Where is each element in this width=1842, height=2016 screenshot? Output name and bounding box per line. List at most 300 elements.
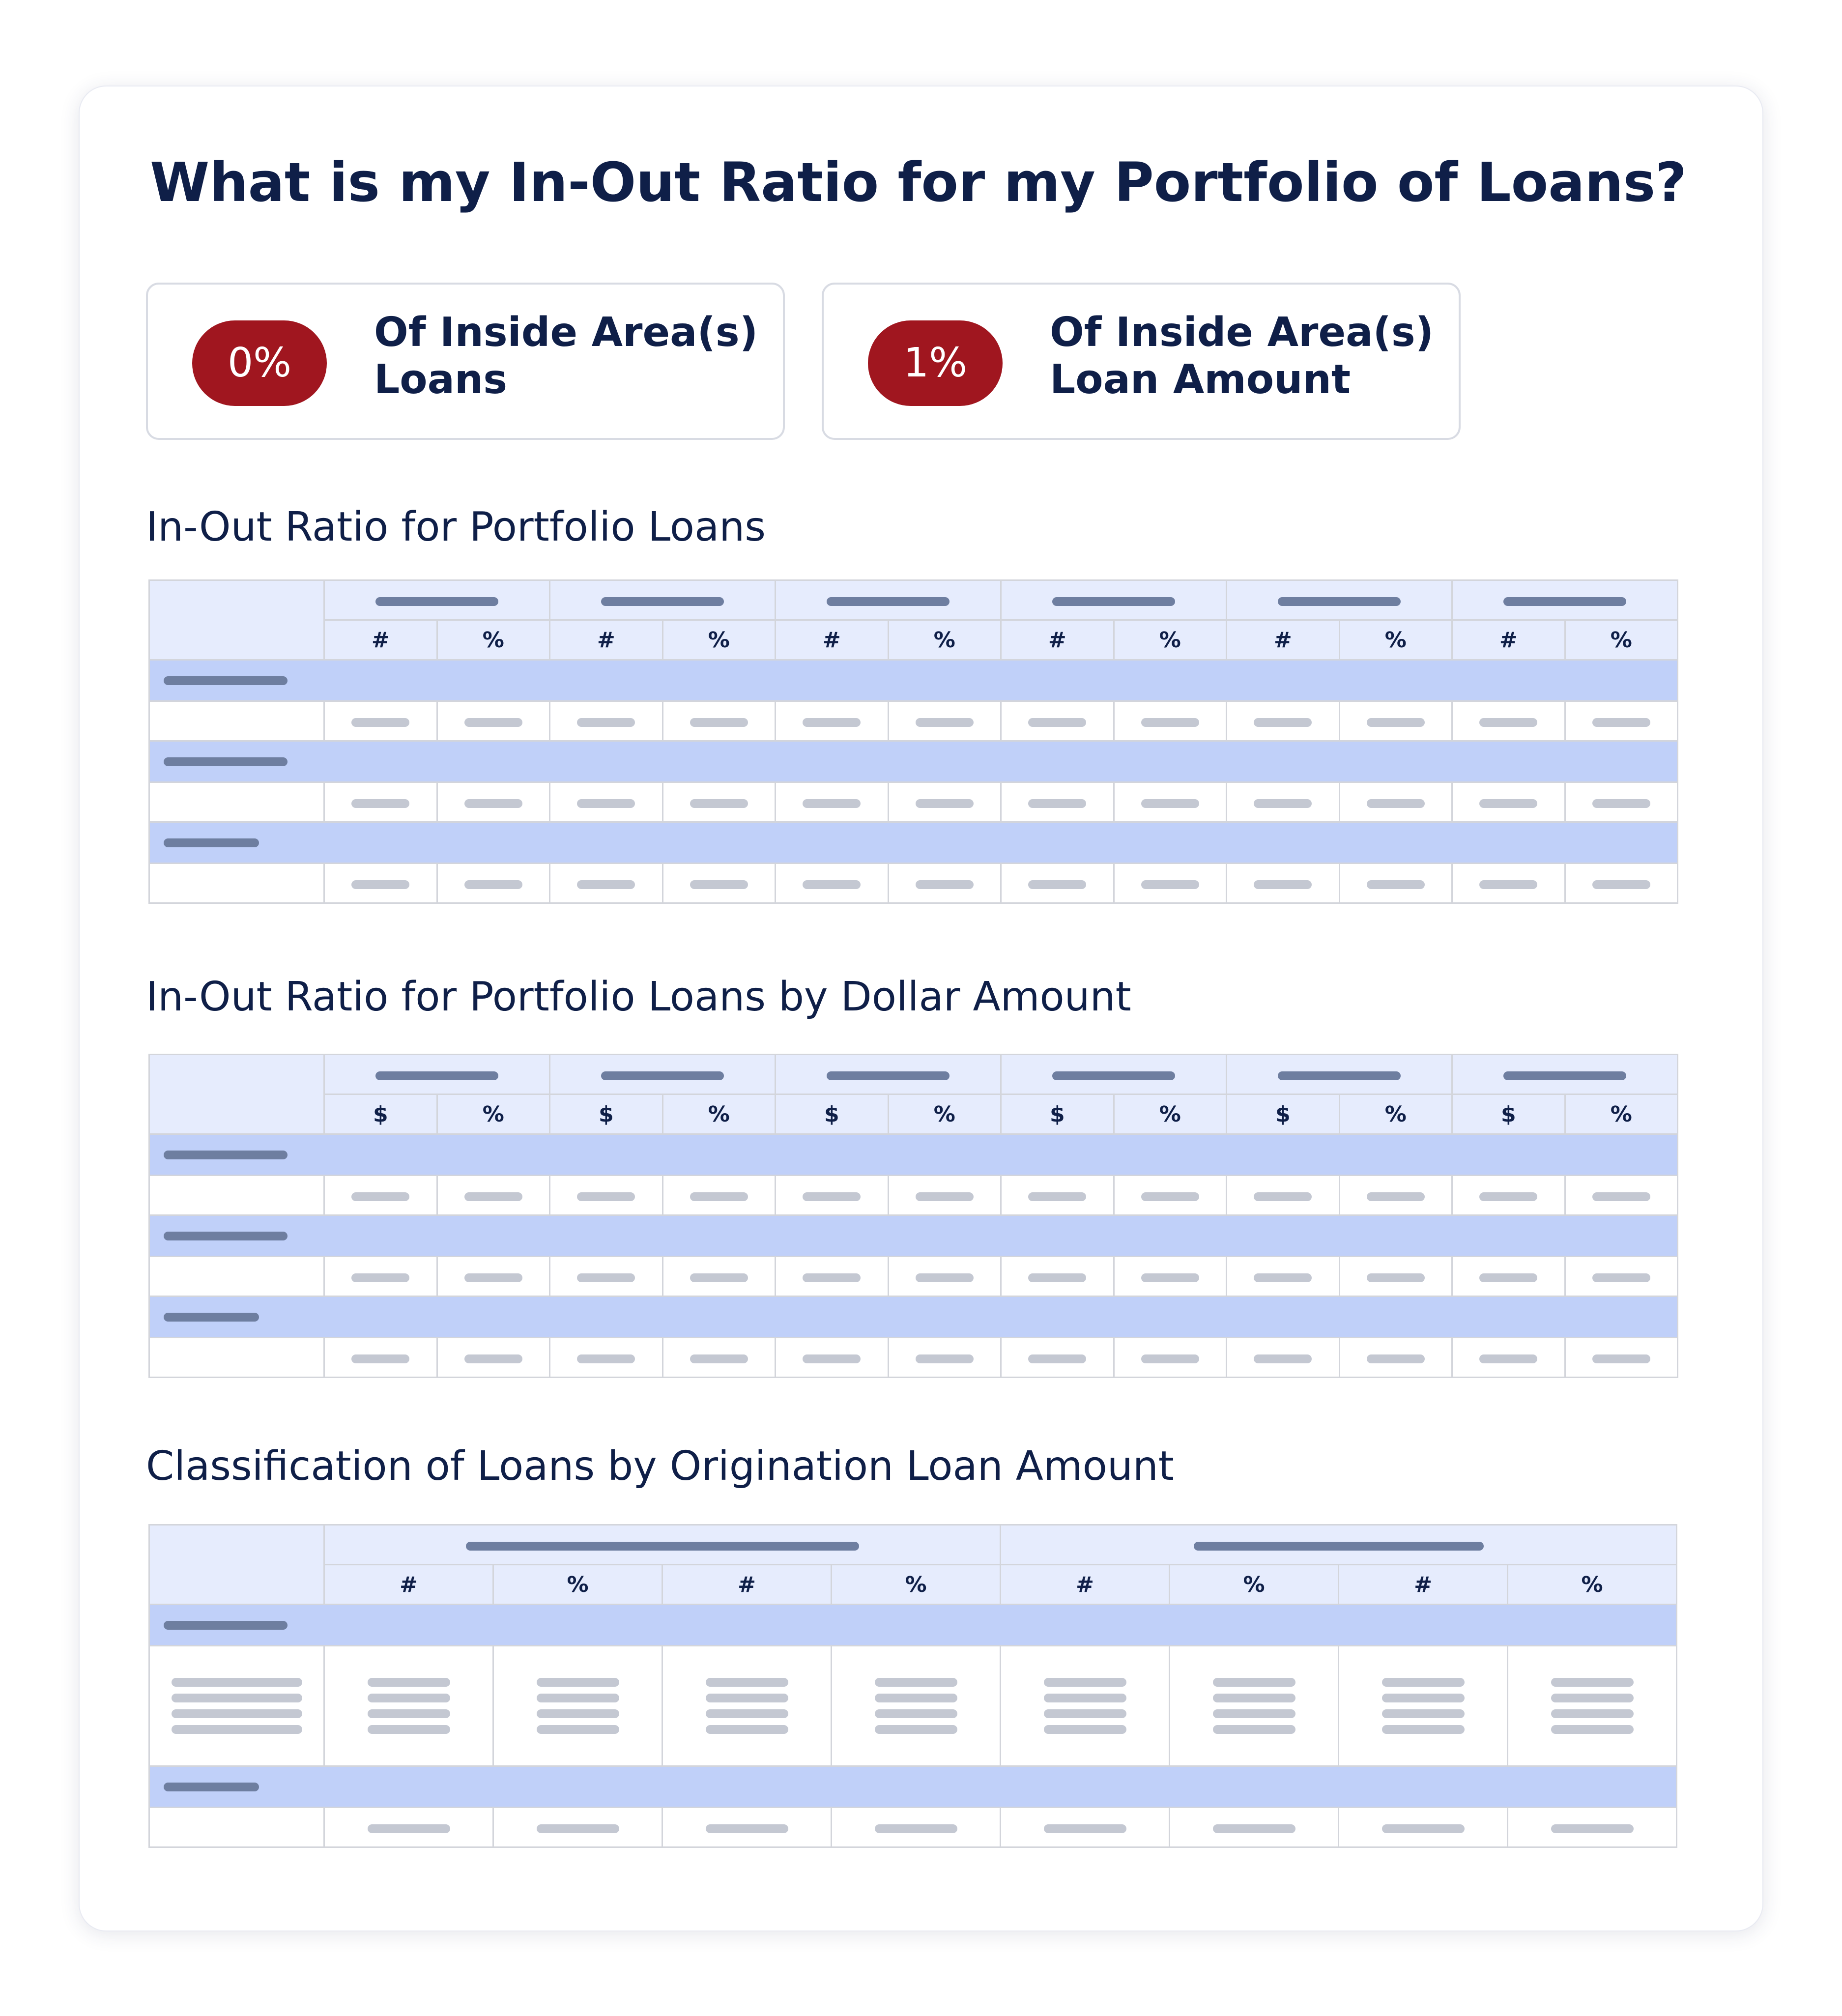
cell-value-placeholder (1382, 1678, 1465, 1687)
column-group-label-placeholder (375, 597, 498, 606)
group-cell (550, 1296, 663, 1338)
table-cell (1114, 864, 1227, 903)
table-cell (493, 1808, 662, 1847)
column-group-header (1227, 1055, 1452, 1094)
column-group-label-placeholder (601, 1071, 724, 1080)
table-cell (324, 1257, 437, 1296)
cell-value-placeholder (1551, 1678, 1634, 1687)
group-label-placeholder (164, 1151, 288, 1159)
cell-value-placeholder (351, 1273, 409, 1282)
column-unit-header: # (1001, 620, 1114, 660)
table-cell (324, 701, 437, 741)
cell-value-placeholder (1382, 1709, 1465, 1718)
column-unit-header: % (437, 620, 550, 660)
table-group-row (149, 741, 1678, 782)
cell-value-placeholder (537, 1709, 619, 1718)
group-cell (1227, 1134, 1340, 1176)
column-group-label-placeholder (375, 1071, 498, 1080)
cell-value-placeholder (1028, 1273, 1086, 1282)
table-cell (776, 1257, 889, 1296)
group-cell (832, 1766, 1001, 1808)
group-cell (1227, 1215, 1340, 1257)
header-row-units (149, 1094, 1678, 1134)
cell-value-placeholder (1044, 1725, 1126, 1734)
table-cell (1227, 1176, 1340, 1215)
cell-value-placeholder (1044, 1694, 1126, 1702)
table-cell (437, 782, 550, 822)
group-cell (1339, 1605, 1508, 1646)
group-cell (1001, 741, 1114, 782)
table-cell (1001, 701, 1114, 741)
table-cell (550, 1338, 663, 1378)
cell-value-placeholder (577, 1273, 635, 1282)
column-unit-header: # (324, 620, 437, 660)
cell-value-placeholder (1592, 1273, 1650, 1282)
column-group-label-placeholder (827, 1071, 950, 1080)
column-group-header (1001, 580, 1227, 620)
column-group-label-placeholder (466, 1542, 859, 1551)
table-cell (437, 1338, 550, 1378)
table-row (149, 782, 1678, 822)
cell-value-placeholder (1254, 1273, 1312, 1282)
group-cell (1508, 1605, 1677, 1646)
table-cell (1452, 1176, 1565, 1215)
group-cell (324, 1296, 437, 1338)
group-cell (149, 822, 324, 864)
column-unit-header: % (888, 620, 1001, 660)
cell-value-placeholder (464, 799, 522, 808)
cell-value-placeholder (368, 1678, 450, 1687)
column-group-header (324, 580, 550, 620)
group-cell (324, 1605, 493, 1646)
group-cell (1339, 660, 1452, 701)
table-cell (550, 1176, 663, 1215)
table-cell (149, 1338, 324, 1378)
cell-value-placeholder (464, 1354, 522, 1363)
table-cell (1170, 1646, 1339, 1766)
cell-value-placeholder (1367, 880, 1425, 889)
table-cell (1001, 782, 1114, 822)
table-cell (832, 1646, 1001, 1766)
group-cell (662, 1296, 776, 1338)
column-group-label-placeholder (827, 597, 950, 606)
table-group-row (149, 1766, 1677, 1808)
table-cell (1227, 1257, 1340, 1296)
group-cell (1452, 660, 1565, 701)
group-cell (776, 1296, 889, 1338)
column-unit-header: % (1508, 1565, 1677, 1605)
group-cell (149, 741, 324, 782)
cell-value-placeholder (1141, 718, 1199, 727)
cell-value-placeholder (875, 1824, 957, 1833)
group-cell (888, 822, 1001, 864)
table-cell (149, 701, 324, 741)
group-cell (776, 822, 889, 864)
cell-value-placeholder (368, 1694, 450, 1702)
group-cell (1452, 1215, 1565, 1257)
group-cell (149, 1215, 324, 1257)
group-label-placeholder (164, 838, 259, 847)
table-cell (324, 782, 437, 822)
cell-value-placeholder (1213, 1694, 1295, 1702)
table-cell (1114, 1176, 1227, 1215)
column-unit-header: $ (1001, 1094, 1114, 1134)
row-label-placeholder (172, 1725, 302, 1734)
group-cell (1114, 822, 1227, 864)
table-loans-dollar (148, 1054, 1678, 1378)
header-row-groups (149, 580, 1678, 620)
cell-value-placeholder (803, 1354, 861, 1363)
table-cell (1508, 1808, 1677, 1847)
cell-value-placeholder (1367, 1354, 1425, 1363)
table-cell (149, 1646, 324, 1766)
table-cell (149, 1808, 324, 1847)
table-group-row (149, 660, 1678, 701)
table-cell (149, 782, 324, 822)
table-cell (832, 1808, 1001, 1847)
cell-value-placeholder (1592, 1354, 1650, 1363)
table-cell (324, 1646, 493, 1766)
table-cell (1452, 1338, 1565, 1378)
cell-value-placeholder (1213, 1678, 1295, 1687)
table-row (149, 864, 1678, 903)
group-cell (324, 1134, 437, 1176)
group-cell (1452, 1134, 1565, 1176)
group-cell (662, 1215, 776, 1257)
stat-badge-loans: 0% (192, 320, 327, 406)
group-cell (776, 1215, 889, 1257)
table-cell (1565, 864, 1678, 903)
cell-value-placeholder (351, 880, 409, 889)
table-cell (437, 1257, 550, 1296)
group-cell (1339, 1296, 1452, 1338)
cell-value-placeholder (690, 1192, 748, 1201)
group-cell (550, 1134, 663, 1176)
cell-value-placeholder (690, 799, 748, 808)
table-cell (493, 1646, 662, 1766)
table-cell (149, 1176, 324, 1215)
group-cell (437, 1134, 550, 1176)
group-label-placeholder (164, 1783, 259, 1791)
cell-value-placeholder (1479, 718, 1537, 727)
stat-badge-loan-amount: 1% (868, 320, 1003, 406)
cell-value-placeholder (706, 1678, 788, 1687)
group-cell (888, 660, 1001, 701)
group-cell (1452, 741, 1565, 782)
column-group-header (550, 580, 776, 620)
table-cell (662, 1176, 776, 1215)
stat-label-loans (374, 309, 777, 403)
group-cell (662, 822, 776, 864)
table-cell (1001, 1176, 1114, 1215)
group-cell (1001, 1296, 1114, 1338)
column-unit-header: # (324, 1565, 493, 1605)
cell-value-placeholder (690, 718, 748, 727)
cell-value-placeholder (1367, 799, 1425, 808)
table-cell (776, 864, 889, 903)
column-group-label-placeholder (1503, 597, 1626, 606)
group-label-placeholder (164, 757, 288, 766)
table-cell (1001, 1338, 1114, 1378)
group-cell (550, 822, 663, 864)
column-unit-header: # (550, 620, 663, 660)
table-cell (662, 1646, 832, 1766)
group-cell (437, 741, 550, 782)
table-cell (1339, 1646, 1508, 1766)
header-corner-cell (149, 1055, 324, 1134)
group-cell (149, 1605, 324, 1646)
cell-value-placeholder (1479, 1192, 1537, 1201)
column-unit-header: # (1001, 1565, 1170, 1605)
cell-value-placeholder (1141, 1273, 1199, 1282)
table-cell (1001, 1808, 1170, 1847)
table-cell (324, 864, 437, 903)
cell-value-placeholder (464, 718, 522, 727)
group-cell (1565, 1215, 1678, 1257)
cell-value-placeholder (1382, 1725, 1465, 1734)
column-group-header (1452, 1055, 1678, 1094)
group-cell (550, 741, 663, 782)
column-group-label-placeholder (1052, 597, 1175, 606)
row-label-placeholder (172, 1694, 302, 1702)
cell-value-placeholder (803, 1273, 861, 1282)
table-group-row (149, 1605, 1677, 1646)
table-cell (1565, 1257, 1678, 1296)
table-cell (1452, 1257, 1565, 1296)
cell-value-placeholder (1141, 1192, 1199, 1201)
table-cell (1508, 1646, 1677, 1766)
section-title-dollar: In-Out Ratio for Portfolio Loans by Dollar Amount (146, 974, 1131, 1020)
table-cell (888, 701, 1001, 741)
cell-value-placeholder (1213, 1709, 1295, 1718)
cell-value-placeholder (1028, 1192, 1086, 1201)
table-cell (324, 1808, 493, 1847)
stat-label-line1: Of Inside Area(s) (374, 309, 758, 356)
cell-value-placeholder (577, 718, 635, 727)
cell-value-placeholder (351, 718, 409, 727)
row-label-placeholder (172, 1709, 302, 1718)
page-title: What is my In-Out Ratio for my Portfolio of Loans? (150, 151, 1687, 214)
table-row (149, 1257, 1678, 1296)
cell-value-placeholder (916, 880, 974, 889)
table-cell (1565, 1338, 1678, 1378)
column-unit-header: $ (550, 1094, 663, 1134)
table-cell (776, 782, 889, 822)
group-cell (1114, 741, 1227, 782)
column-unit-header: % (1565, 620, 1678, 660)
column-unit-header: % (1114, 1094, 1227, 1134)
table-cell (888, 1176, 1001, 1215)
cell-value-placeholder (577, 880, 635, 889)
cell-value-placeholder (1028, 718, 1086, 727)
table-cell (437, 701, 550, 741)
group-cell (1114, 1134, 1227, 1176)
cell-value-placeholder (537, 1824, 619, 1833)
group-cell (1339, 1215, 1452, 1257)
cell-value-placeholder (690, 1354, 748, 1363)
group-cell (662, 1134, 776, 1176)
cell-value-placeholder (1592, 1192, 1650, 1201)
table-cell (662, 701, 776, 741)
table-cell (1227, 1338, 1340, 1378)
column-group-label-placeholder (1052, 1071, 1175, 1080)
table-cell (1339, 864, 1452, 903)
group-label-placeholder (164, 676, 288, 685)
table-cell (1114, 1257, 1227, 1296)
table-cell (1565, 701, 1678, 741)
group-cell (437, 660, 550, 701)
column-unit-header: # (776, 620, 889, 660)
column-group-label-placeholder (601, 597, 724, 606)
group-cell (550, 1215, 663, 1257)
cell-value-placeholder (875, 1725, 957, 1734)
group-cell (1170, 1766, 1339, 1808)
cell-value-placeholder (464, 1192, 522, 1201)
stat-label-line2: Loan Amount (1050, 356, 1351, 403)
group-cell (1452, 822, 1565, 864)
cell-value-placeholder (1479, 1273, 1537, 1282)
group-cell (149, 1766, 324, 1808)
stat-card-loans (146, 283, 785, 440)
group-cell (324, 660, 437, 701)
cell-value-placeholder (803, 880, 861, 889)
table-cell (662, 1257, 776, 1296)
group-cell (1565, 741, 1678, 782)
group-cell (1565, 1134, 1678, 1176)
cell-value-placeholder (1479, 880, 1537, 889)
table-classification (148, 1524, 1677, 1848)
column-unit-header: % (437, 1094, 550, 1134)
group-cell (324, 741, 437, 782)
cell-value-placeholder (706, 1824, 788, 1833)
table-cell (776, 1176, 889, 1215)
table-row (149, 1808, 1677, 1847)
table-cell (1114, 701, 1227, 741)
cell-value-placeholder (1141, 799, 1199, 808)
section-title-loans: In-Out Ratio for Portfolio Loans (146, 504, 766, 550)
table-row (149, 1338, 1678, 1378)
section-title-classification: Classification of Loans by Origination Loan Amount (146, 1443, 1174, 1490)
table-cell (550, 701, 663, 741)
group-cell (1170, 1605, 1339, 1646)
table-cell (1339, 1338, 1452, 1378)
stat-label-line2: Loans (374, 356, 508, 403)
column-group-header (1001, 1525, 1677, 1565)
group-cell (662, 660, 776, 701)
cell-value-placeholder (706, 1709, 788, 1718)
cell-value-placeholder (1479, 799, 1537, 808)
group-cell (776, 1134, 889, 1176)
group-cell (888, 1215, 1001, 1257)
cell-value-placeholder (916, 1192, 974, 1201)
cell-value-placeholder (1044, 1709, 1126, 1718)
group-cell (437, 1296, 550, 1338)
table-cell (324, 1176, 437, 1215)
table-cell (149, 864, 324, 903)
cell-value-placeholder (690, 1273, 748, 1282)
column-unit-header: % (1114, 620, 1227, 660)
table-cell (776, 701, 889, 741)
cell-value-placeholder (1254, 718, 1312, 727)
table-cell (437, 1176, 550, 1215)
group-cell (888, 741, 1001, 782)
cell-value-placeholder (368, 1824, 450, 1833)
cell-value-placeholder (690, 880, 748, 889)
table-cell (1339, 1808, 1508, 1847)
cell-value-placeholder (1551, 1725, 1634, 1734)
table-row (149, 1176, 1678, 1215)
stat-label-loan-amount (1050, 309, 1453, 403)
table-cell (662, 1338, 776, 1378)
group-cell (1565, 660, 1678, 701)
cell-value-placeholder (537, 1725, 619, 1734)
group-cell (1227, 822, 1340, 864)
column-unit-header: # (662, 1565, 832, 1605)
group-cell (1227, 1296, 1340, 1338)
cell-value-placeholder (916, 799, 974, 808)
table-group-row (149, 1296, 1678, 1338)
cell-value-placeholder (1213, 1824, 1295, 1833)
column-unit-header: % (1565, 1094, 1678, 1134)
column-group-header (324, 1525, 1001, 1565)
cell-value-placeholder (1044, 1678, 1126, 1687)
cell-value-placeholder (368, 1725, 450, 1734)
cell-value-placeholder (368, 1709, 450, 1718)
column-group-label-placeholder (1278, 1071, 1401, 1080)
cell-value-placeholder (1592, 718, 1650, 727)
table-cell (1452, 864, 1565, 903)
group-cell (324, 1766, 493, 1808)
cell-value-placeholder (875, 1694, 957, 1702)
cell-value-placeholder (1044, 1824, 1126, 1833)
group-cell (1452, 1296, 1565, 1338)
group-cell (550, 660, 663, 701)
cell-value-placeholder (875, 1709, 957, 1718)
cell-value-placeholder (1367, 1192, 1425, 1201)
column-unit-header: % (1339, 1094, 1452, 1134)
table-cell (1339, 1176, 1452, 1215)
table-cell (1452, 782, 1565, 822)
group-cell (437, 822, 550, 864)
cell-value-placeholder (1382, 1824, 1465, 1833)
cell-value-placeholder (1254, 880, 1312, 889)
table-cell (888, 1338, 1001, 1378)
group-cell (1227, 660, 1340, 701)
table-cell (437, 864, 550, 903)
group-cell (1001, 1605, 1170, 1646)
group-cell (1114, 660, 1227, 701)
group-cell (1227, 741, 1340, 782)
table-cell (1227, 782, 1340, 822)
group-cell (149, 660, 324, 701)
group-cell (1339, 1134, 1452, 1176)
cell-value-placeholder (1028, 1354, 1086, 1363)
column-unit-header: # (1339, 1565, 1508, 1605)
table-cell (1001, 1646, 1170, 1766)
table-cell (149, 1257, 324, 1296)
cell-value-placeholder (803, 799, 861, 808)
column-unit-header: % (493, 1565, 662, 1605)
group-cell (1339, 822, 1452, 864)
group-cell (149, 1134, 324, 1176)
group-cell (493, 1605, 662, 1646)
column-unit-header: # (1452, 620, 1565, 660)
column-unit-header: # (1227, 620, 1340, 660)
group-label-placeholder (164, 1621, 288, 1630)
cell-value-placeholder (464, 880, 522, 889)
group-cell (324, 822, 437, 864)
column-group-header (550, 1055, 776, 1094)
